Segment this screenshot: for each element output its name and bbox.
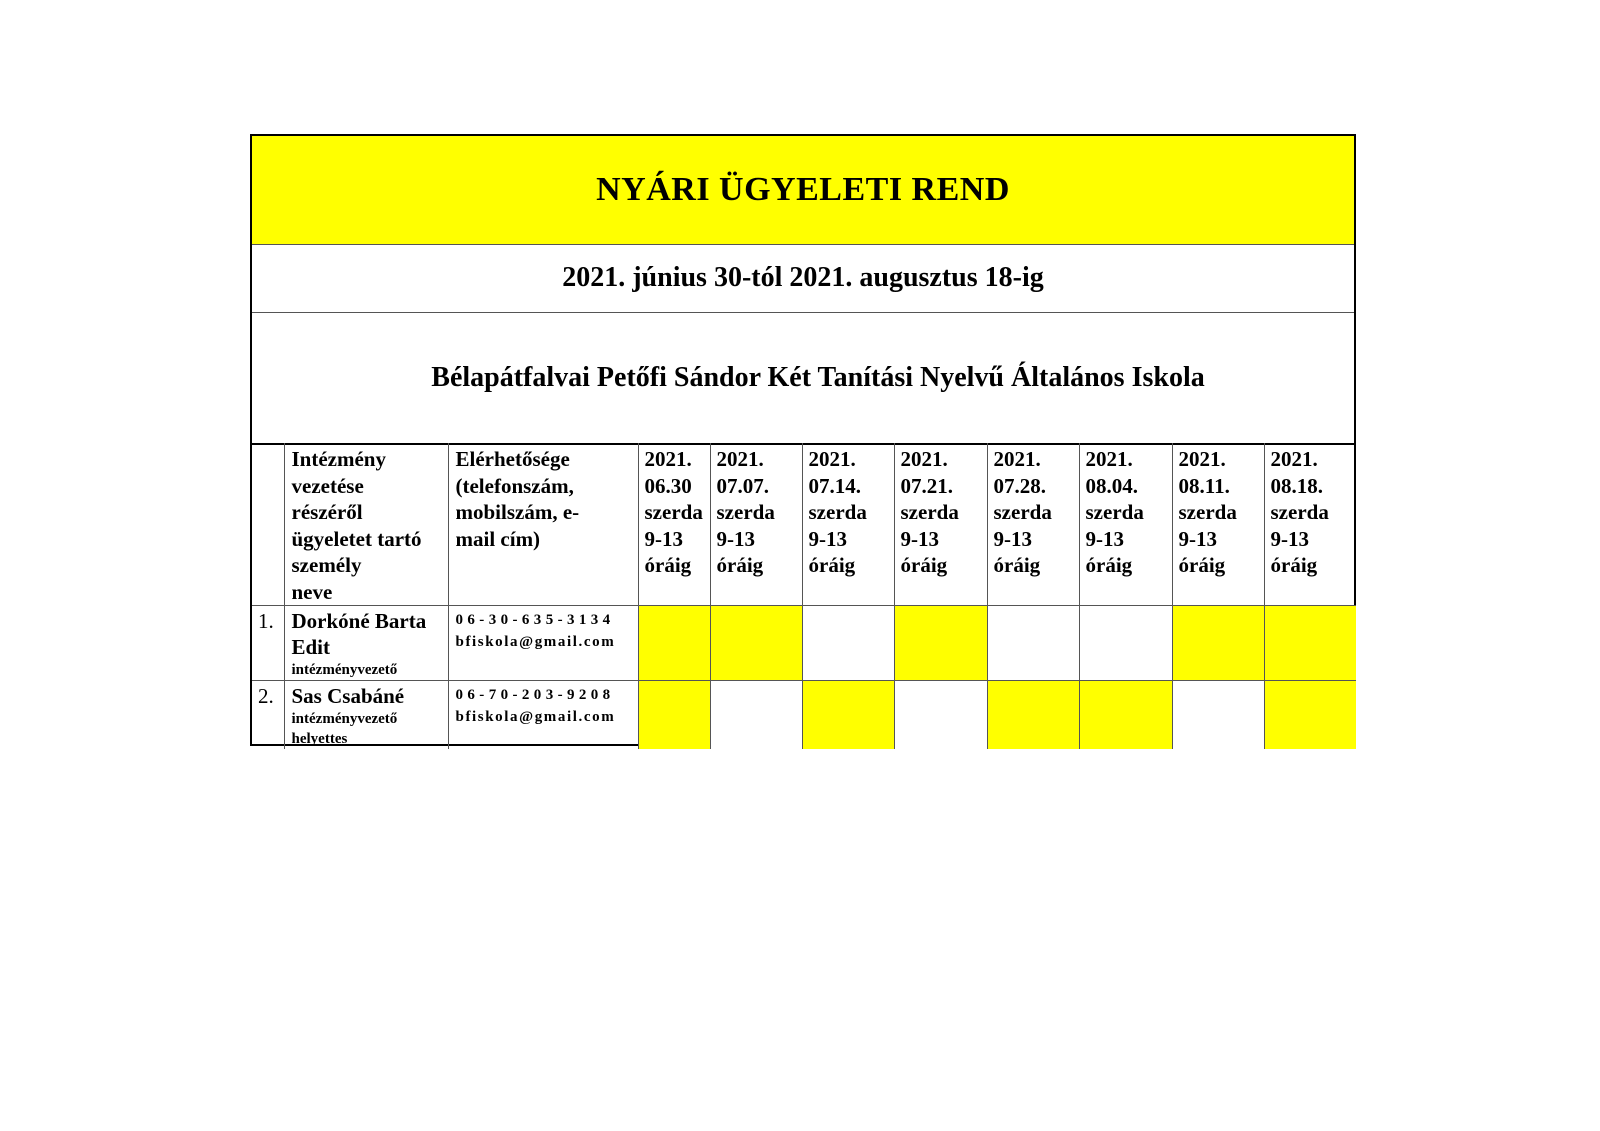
header-date-weekday: szerda <box>900 500 959 524</box>
header-date-until: óráig <box>716 553 764 577</box>
title-band <box>252 136 1354 245</box>
header-date-until: óráig <box>1085 553 1133 577</box>
person-role: intézményvezető <box>291 662 398 678</box>
duty-cell-on <box>802 681 894 750</box>
header-date-cell <box>1264 443 1356 606</box>
header-date-cell <box>987 443 1079 606</box>
header-name-line: neve <box>291 579 333 604</box>
school-name: Bélapátfalvai Petőfi Sándor Két Tanítási Nyelvű Általános Iskola <box>431 361 1205 393</box>
header-date-date: 2021. <box>1270 447 1318 471</box>
duty-cell-on <box>1264 606 1356 681</box>
header-date-hours: 9-13 <box>1270 526 1309 551</box>
person-role: helyettes <box>291 731 348 747</box>
period-text: 2021. június 30-tól 2021. augusztus 18-ig <box>562 262 1044 293</box>
header-date-weekday: szerda <box>716 500 775 524</box>
header-contact-line: Elérhetősége <box>455 447 570 471</box>
header-date-cell <box>894 443 987 606</box>
person-name-line: Dorkóné Barta <box>291 609 427 633</box>
header-date-hours: 9-13 <box>644 526 683 551</box>
header-date-date: 2021. <box>993 447 1041 471</box>
header-date-hours: 9-13 <box>1085 526 1124 551</box>
header-date-date: 2021. <box>808 447 856 471</box>
header-date-cell <box>710 443 802 606</box>
header-row <box>252 443 1356 606</box>
duty-cell-on <box>638 606 710 681</box>
period-band <box>252 244 1354 313</box>
header-date-weekday: szerda <box>1178 500 1237 524</box>
header-date-cell <box>1172 443 1264 606</box>
header-date-weekday: szerda <box>808 500 867 524</box>
school-band <box>252 312 1354 445</box>
row-number: 2. <box>252 681 284 750</box>
header-name-line: részéről <box>291 500 363 524</box>
header-date-day: 07.07. <box>716 473 769 498</box>
header-date-until: óráig <box>900 553 948 577</box>
duty-cell-off <box>987 606 1079 681</box>
email-address: bfiskola@gmail.com <box>455 634 616 650</box>
duty-cell-on <box>710 606 802 681</box>
document-title: NYÁRI ÜGYELETI REND <box>596 171 1010 208</box>
header-name-line: személy <box>291 553 362 577</box>
person-name-cell <box>284 606 448 681</box>
header-date-date: 2021. <box>644 447 692 471</box>
header-name-cell <box>284 443 448 606</box>
duty-cell-off <box>1079 606 1172 681</box>
duty-cell-off <box>802 606 894 681</box>
header-name-line: Intézmény <box>291 447 386 471</box>
header-date-hours: 9-13 <box>808 526 847 551</box>
header-date-hours: 9-13 <box>900 526 939 551</box>
header-date-day: 08.18. <box>1270 473 1323 498</box>
duty-table <box>252 443 1356 749</box>
duty-cell-off <box>894 681 987 750</box>
phone-number: 06-30-635-3134 <box>455 612 615 628</box>
duty-cell-on <box>987 681 1079 750</box>
duty-cell-off <box>710 681 802 750</box>
person-name-line: Edit <box>291 635 331 659</box>
person-name-cell <box>284 681 448 750</box>
duty-cell-on <box>1264 681 1356 750</box>
header-date-until: óráig <box>808 553 856 577</box>
header-date-hours: 9-13 <box>993 526 1032 551</box>
header-name-line: ügyeletet tartó <box>291 526 422 551</box>
person-role: intézményvezető <box>291 711 398 727</box>
header-date-day: 08.04. <box>1085 473 1138 498</box>
header-date-hours: 9-13 <box>716 526 755 551</box>
header-date-weekday: szerda <box>1085 500 1144 524</box>
header-date-cell <box>802 443 894 606</box>
header-contact-line: (telefonszám, <box>455 473 574 498</box>
email-address: bfiskola@gmail.com <box>455 709 616 725</box>
header-date-date: 2021. <box>1085 447 1133 471</box>
header-date-date: 2021. <box>1178 447 1226 471</box>
header-date-weekday: szerda <box>644 500 703 524</box>
header-contact-line: mobilszám, e- <box>455 500 580 524</box>
row-number: 1. <box>252 606 284 681</box>
header-name-line: vezetése <box>291 473 364 498</box>
duty-cell-on <box>638 681 710 750</box>
duty-roster-document <box>250 134 1356 746</box>
header-date-date: 2021. <box>900 447 948 471</box>
duty-cell-on <box>1079 681 1172 750</box>
header-number-cell <box>252 443 284 606</box>
header-date-hours: 9-13 <box>1178 526 1217 551</box>
duty-cell-off <box>1172 681 1264 750</box>
duty-cell-on <box>1172 606 1264 681</box>
header-date-until: óráig <box>1270 553 1318 577</box>
table-row <box>252 681 1356 750</box>
duty-cell-on <box>894 606 987 681</box>
header-date-cell <box>638 443 710 606</box>
header-date-day: 07.14. <box>808 473 861 498</box>
contact-cell <box>448 606 638 681</box>
header-date-until: óráig <box>1178 553 1226 577</box>
contact-cell <box>448 681 638 750</box>
person-name-line: Sas Csabáné <box>291 684 405 708</box>
header-date-until: óráig <box>644 553 692 577</box>
header-date-cell <box>1079 443 1172 606</box>
header-contact-line: mail cím) <box>455 526 541 551</box>
header-date-until: óráig <box>993 553 1041 577</box>
header-date-day: 06.30 <box>644 473 692 498</box>
header-date-day: 07.28. <box>993 473 1046 498</box>
header-date-weekday: szerda <box>1270 500 1329 524</box>
header-contact-cell <box>448 443 638 606</box>
header-date-weekday: szerda <box>993 500 1052 524</box>
table-row <box>252 606 1356 681</box>
header-date-day: 08.11. <box>1178 473 1230 498</box>
header-date-date: 2021. <box>716 447 764 471</box>
header-date-day: 07.21. <box>900 473 953 498</box>
phone-number: 06-70-203-9208 <box>455 687 615 703</box>
